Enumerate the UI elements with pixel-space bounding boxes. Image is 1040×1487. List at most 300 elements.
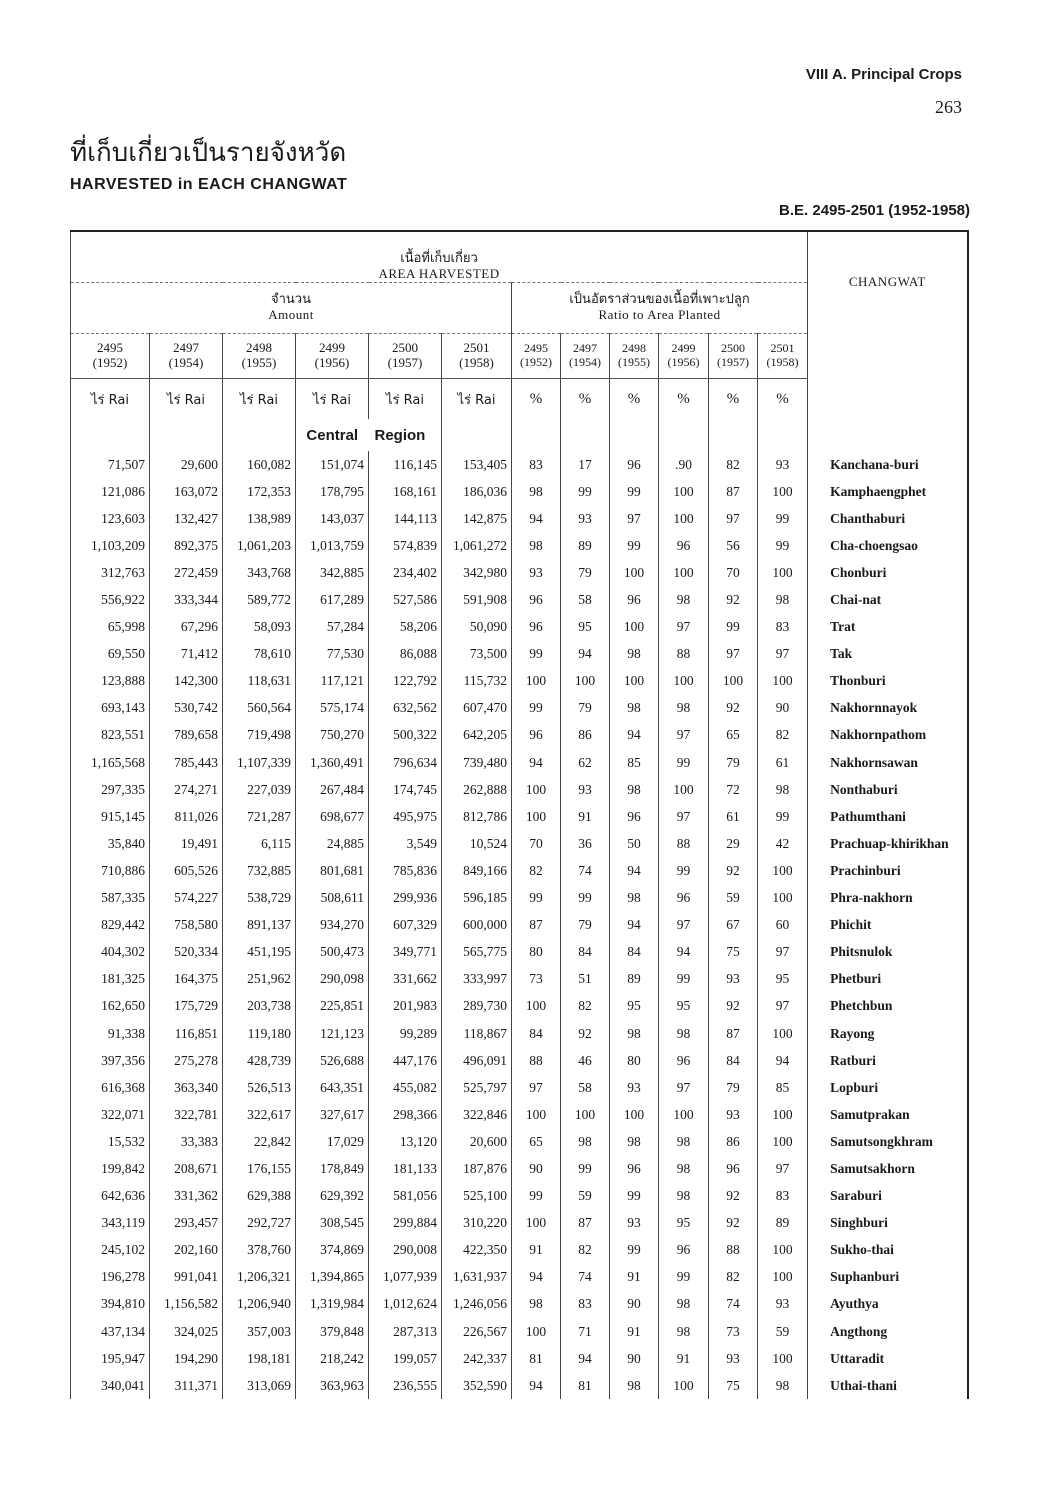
year-be: 2498 xyxy=(622,341,646,356)
amount-cell: 196,278 xyxy=(71,1264,150,1291)
amount-cell: 50,090 xyxy=(442,614,512,641)
amount-cell: 1,103,209 xyxy=(71,532,150,559)
changwat-name: Lopburi xyxy=(808,1074,968,1101)
amount-cell: 176,155 xyxy=(223,1155,296,1182)
amount-cell: 186,036 xyxy=(442,478,512,505)
amount-cell: 437,134 xyxy=(71,1318,150,1345)
table-row xyxy=(71,1074,968,1101)
amount-cell: 322,617 xyxy=(223,1101,296,1128)
changwat-name: Phitsnulok xyxy=(808,939,968,966)
amount-cell: 642,205 xyxy=(442,722,512,749)
changwat-name: Phetchbun xyxy=(808,993,968,1020)
table-row xyxy=(71,1291,968,1318)
ratio-cell: 98 xyxy=(659,1318,709,1345)
ratio-cell: 93 xyxy=(610,1210,659,1237)
ratio-cell: 99 xyxy=(561,885,610,912)
ratio-cell: 92 xyxy=(709,1210,758,1237)
table-row xyxy=(71,641,968,668)
ratio-cell: 99 xyxy=(610,1183,659,1210)
ratio-cell: 97 xyxy=(709,505,758,532)
ratio-cell: 96 xyxy=(659,532,709,559)
amount-cell: 721,287 xyxy=(223,803,296,830)
year-be: 2501 xyxy=(770,341,795,356)
changwat-name: Suphanburi xyxy=(808,1264,968,1291)
amount-cell: 119,180 xyxy=(223,1020,296,1047)
amount-cell: 144,113 xyxy=(369,505,442,532)
ratio-year-header xyxy=(512,334,561,379)
ratio-cell: 93 xyxy=(758,1291,808,1318)
amount-cell: 600,000 xyxy=(442,912,512,939)
amount-cell: 363,340 xyxy=(150,1074,223,1101)
ratio-unit: % xyxy=(512,379,561,420)
changwat-name: Phra-nakhorn xyxy=(808,885,968,912)
table-row xyxy=(71,532,968,559)
ratio-cell: 100 xyxy=(659,478,709,505)
page-number: 263 xyxy=(935,97,962,117)
ratio-cell: 94 xyxy=(512,505,561,532)
amount-cell: 299,884 xyxy=(369,1210,442,1237)
amount-cell: 394,810 xyxy=(71,1291,150,1318)
unit-row xyxy=(71,379,968,420)
ratio-cell: 92 xyxy=(709,993,758,1020)
amount-cell: 379,848 xyxy=(296,1318,369,1345)
ratio-cell: 100 xyxy=(512,803,561,830)
amount-cell: 322,846 xyxy=(442,1101,512,1128)
ratio-cell: 100 xyxy=(561,1101,610,1128)
amount-cell: 86,088 xyxy=(369,641,442,668)
ratio-cell: 90 xyxy=(610,1345,659,1372)
ratio-cell: 93 xyxy=(561,776,610,803)
amount-cell: 525,797 xyxy=(442,1074,512,1101)
ratio-year-header xyxy=(659,334,709,379)
amount-cell: 151,074 xyxy=(296,451,369,478)
amount-th: จำนวน xyxy=(271,292,311,308)
ratio-cell: 83 xyxy=(758,614,808,641)
ratio-cell: 94 xyxy=(758,1047,808,1074)
ratio-cell: 83 xyxy=(561,1291,610,1318)
amount-cell: 607,470 xyxy=(442,695,512,722)
amount-cell: 352,590 xyxy=(442,1372,512,1399)
amount-cell: 526,688 xyxy=(296,1047,369,1074)
amount-cell: 991,041 xyxy=(150,1264,223,1291)
amount-cell: 77,530 xyxy=(296,641,369,668)
ratio-cell: 99 xyxy=(758,803,808,830)
year-ce: (1957) xyxy=(387,355,423,370)
ratio-cell: 98 xyxy=(758,776,808,803)
amount-cell: 262,888 xyxy=(442,776,512,803)
ratio-cell: 98 xyxy=(659,695,709,722)
changwat-name: Uttaradit xyxy=(808,1345,968,1372)
ratio-cell: 100 xyxy=(758,857,808,884)
ratio-cell: 97 xyxy=(659,722,709,749)
ratio-cell: 96 xyxy=(709,1155,758,1182)
ratio-cell: 88 xyxy=(659,641,709,668)
amount-cell: 693,143 xyxy=(71,695,150,722)
amount-cell: 574,227 xyxy=(150,885,223,912)
amount-cell: 121,123 xyxy=(296,1020,369,1047)
ratio-cell: 42 xyxy=(758,830,808,857)
amount-cell: 132,427 xyxy=(150,505,223,532)
ratio-cell: 91 xyxy=(512,1237,561,1264)
amount-cell: 495,975 xyxy=(369,803,442,830)
ratio-cell: 46 xyxy=(561,1047,610,1074)
ratio-cell: 61 xyxy=(709,803,758,830)
amount-cell: 574,839 xyxy=(369,532,442,559)
year-header-row xyxy=(71,334,968,379)
changwat-name: Thonburi xyxy=(808,668,968,695)
table-row xyxy=(71,939,968,966)
thai-title: ที่เก็บเกี่ยวเป็นรายจังหวัด xyxy=(70,138,347,168)
region-blank xyxy=(442,419,512,451)
ratio-cell: 100 xyxy=(512,1101,561,1128)
amount-cell: 138,989 xyxy=(223,505,296,532)
amount-cell: 343,119 xyxy=(71,1210,150,1237)
amount-cell: 447,176 xyxy=(369,1047,442,1074)
ratio-cell: 95 xyxy=(561,614,610,641)
region-row xyxy=(71,419,968,451)
amount-cell: 340,041 xyxy=(71,1372,150,1399)
ratio-cell: 95 xyxy=(659,993,709,1020)
ratio-unit: % xyxy=(610,379,659,420)
ratio-year-header xyxy=(758,334,808,379)
area-harvested-th: เนื้อที่เก็บเกี่ยว xyxy=(400,251,478,267)
changwat-name: Prachinburi xyxy=(808,857,968,884)
amount-cell: 290,008 xyxy=(369,1237,442,1264)
amount-cell: 934,270 xyxy=(296,912,369,939)
amount-cell: 142,875 xyxy=(442,505,512,532)
amount-cell: 195,947 xyxy=(71,1345,150,1372)
ratio-cell: 87 xyxy=(512,912,561,939)
ratio-cell: 81 xyxy=(561,1372,610,1399)
ratio-cell: 95 xyxy=(659,1210,709,1237)
amount-cell: 327,617 xyxy=(296,1101,369,1128)
ratio-cell: 97 xyxy=(659,1074,709,1101)
ratio-cell: 96 xyxy=(512,722,561,749)
changwat-blank xyxy=(808,379,968,420)
ratio-cell: 58 xyxy=(561,1074,610,1101)
ratio-cell: 97 xyxy=(758,993,808,1020)
ratio-cell: 98 xyxy=(512,1291,561,1318)
ratio-cell: 84 xyxy=(610,939,659,966)
table-row xyxy=(71,776,968,803)
amount-cell: 117,121 xyxy=(296,668,369,695)
amount-cell: 178,849 xyxy=(296,1155,369,1182)
ratio-cell: 94 xyxy=(512,749,561,776)
changwat-name: Phichit xyxy=(808,912,968,939)
ratio-cell: 79 xyxy=(561,912,610,939)
ratio-cell: 100 xyxy=(758,1237,808,1264)
ratio-cell: 73 xyxy=(512,966,561,993)
ratio-cell: 70 xyxy=(709,559,758,586)
ratio-cell: 98 xyxy=(561,1128,610,1155)
page-header-right xyxy=(806,66,962,118)
ratio-cell: 93 xyxy=(610,1074,659,1101)
english-title: HARVESTED in EACH CHANGWAT xyxy=(70,176,348,193)
changwat-name: Samutsongkhram xyxy=(808,1128,968,1155)
amount-cell: 322,071 xyxy=(71,1101,150,1128)
amount-cell: 596,185 xyxy=(442,885,512,912)
amount-cell: 357,003 xyxy=(223,1318,296,1345)
region-blank xyxy=(659,419,709,451)
year-be: 2498 xyxy=(246,340,272,356)
amount-unit: ไร่ Rai xyxy=(369,379,442,420)
amount-cell: 324,025 xyxy=(150,1318,223,1345)
amount-cell: 199,057 xyxy=(369,1345,442,1372)
ratio-cell: 65 xyxy=(512,1128,561,1155)
amount-cell: 374,869 xyxy=(296,1237,369,1264)
amount-cell: 526,513 xyxy=(223,1074,296,1101)
amount-cell: 605,526 xyxy=(150,857,223,884)
ratio-cell: 98 xyxy=(659,1291,709,1318)
amount-cell: 1,319,984 xyxy=(296,1291,369,1318)
amount-cell: 251,962 xyxy=(223,966,296,993)
ratio-cell: 93 xyxy=(709,966,758,993)
amount-cell: 1,206,321 xyxy=(223,1264,296,1291)
changwat-name: Chai-nat xyxy=(808,586,968,613)
ratio-cell: 97 xyxy=(758,1155,808,1182)
ratio-cell: 94 xyxy=(659,939,709,966)
amount-cell: 153,405 xyxy=(442,451,512,478)
ratio-cell: 88 xyxy=(659,830,709,857)
amount-cell: 175,729 xyxy=(150,993,223,1020)
changwat-name: Sukho-thai xyxy=(808,1237,968,1264)
ratio-cell: 98 xyxy=(758,586,808,613)
ratio-cell: 96 xyxy=(610,451,659,478)
amount-cell: 22,842 xyxy=(223,1128,296,1155)
changwat-name: Kanchana-buri xyxy=(808,451,968,478)
amount-cell: 65,998 xyxy=(71,614,150,641)
amount-cell: 115,732 xyxy=(442,668,512,695)
amount-cell: 629,388 xyxy=(223,1183,296,1210)
table-row xyxy=(71,830,968,857)
ratio-cell: 100 xyxy=(659,668,709,695)
ratio-cell: 85 xyxy=(758,1074,808,1101)
table-row xyxy=(71,1237,968,1264)
changwat-name: Tak xyxy=(808,641,968,668)
amount-cell: 642,636 xyxy=(71,1183,150,1210)
table-row xyxy=(71,1345,968,1372)
amount-cell: 236,555 xyxy=(369,1372,442,1399)
table-row xyxy=(71,993,968,1020)
ratio-cell: 94 xyxy=(610,912,659,939)
ratio-cell: 87 xyxy=(709,1020,758,1047)
ratio-cell: 79 xyxy=(709,1074,758,1101)
ratio-cell: 74 xyxy=(709,1291,758,1318)
ratio-cell: 97 xyxy=(758,939,808,966)
ratio-cell: 100 xyxy=(659,776,709,803)
ratio-cell: 98 xyxy=(512,478,561,505)
ratio-cell: 96 xyxy=(512,614,561,641)
table-row xyxy=(71,966,968,993)
amount-cell: 849,166 xyxy=(442,857,512,884)
ratio-cell: 98 xyxy=(659,1128,709,1155)
amount-cell: 1,631,937 xyxy=(442,1264,512,1291)
amount-cell: 1,012,624 xyxy=(369,1291,442,1318)
ratio-cell: 95 xyxy=(758,966,808,993)
region-blank xyxy=(71,419,150,451)
ratio-cell: 99 xyxy=(512,1183,561,1210)
amount-cell: 732,885 xyxy=(223,857,296,884)
amount-cell: 632,562 xyxy=(369,695,442,722)
amount-cell: 225,851 xyxy=(296,993,369,1020)
ratio-cell: 92 xyxy=(709,586,758,613)
amount-cell: 310,220 xyxy=(442,1210,512,1237)
amount-cell: 58,093 xyxy=(223,614,296,641)
amount-cell: 525,100 xyxy=(442,1183,512,1210)
ratio-cell: 100 xyxy=(561,668,610,695)
ratio-cell: 94 xyxy=(610,722,659,749)
amount-unit: ไร่ Rai xyxy=(442,379,512,420)
amount-cell: 342,980 xyxy=(442,559,512,586)
year-ce: (1952) xyxy=(92,355,128,370)
amount-cell: 565,775 xyxy=(442,939,512,966)
amount-cell: 322,781 xyxy=(150,1101,223,1128)
table-row xyxy=(71,857,968,884)
area-harvested-header xyxy=(71,231,808,283)
changwat-name: Saraburi xyxy=(808,1183,968,1210)
ratio-cell: 100 xyxy=(512,1318,561,1345)
ratio-cell: 96 xyxy=(610,586,659,613)
table-row xyxy=(71,1101,968,1128)
amount-cell: 29,600 xyxy=(150,451,223,478)
amount-cell: 587,335 xyxy=(71,885,150,912)
amount-cell: 308,545 xyxy=(296,1210,369,1237)
amount-cell: 538,729 xyxy=(223,885,296,912)
amount-cell: 342,885 xyxy=(296,559,369,586)
ratio-cell: 98 xyxy=(610,885,659,912)
amount-cell: 267,484 xyxy=(296,776,369,803)
amount-en: Amount xyxy=(268,307,314,322)
amount-cell: 331,362 xyxy=(150,1183,223,1210)
amount-cell: 591,908 xyxy=(442,586,512,613)
ratio-cell: 74 xyxy=(561,857,610,884)
region-blank xyxy=(223,419,296,451)
changwat-name: Nakhornsawan xyxy=(808,749,968,776)
ratio-cell: 92 xyxy=(709,695,758,722)
changwat-name: Nakhornnayok xyxy=(808,695,968,722)
amount-cell: 829,442 xyxy=(71,912,150,939)
table-row xyxy=(71,749,968,776)
amount-cell: 78,610 xyxy=(223,641,296,668)
changwat-name: Ratburi xyxy=(808,1047,968,1074)
amount-cell: 1,061,272 xyxy=(442,532,512,559)
amount-cell: 6,115 xyxy=(223,830,296,857)
table-row xyxy=(71,1318,968,1345)
ratio-cell: 100 xyxy=(758,1345,808,1372)
changwat-blank xyxy=(808,419,968,451)
ratio-cell: 99 xyxy=(610,478,659,505)
changwat-name: Chanthaburi xyxy=(808,505,968,532)
ratio-cell: 93 xyxy=(561,505,610,532)
amount-cell: 118,631 xyxy=(223,668,296,695)
year-be: 2500 xyxy=(721,341,745,356)
ratio-cell: 97 xyxy=(659,614,709,641)
changwat-name: Uthai-thani xyxy=(808,1372,968,1399)
ratio-cell: 100 xyxy=(610,559,659,586)
region-word-central: Central xyxy=(296,419,369,451)
amount-cell: 17,029 xyxy=(296,1128,369,1155)
ratio-cell: 99 xyxy=(758,505,808,532)
amount-cell: 199,842 xyxy=(71,1155,150,1182)
region-blank xyxy=(709,419,758,451)
table-row xyxy=(71,505,968,532)
year-ce: (1956) xyxy=(667,355,700,369)
amount-cell: 520,334 xyxy=(150,939,223,966)
amount-cell: 275,278 xyxy=(150,1047,223,1074)
ratio-cell: 72 xyxy=(709,776,758,803)
table-row xyxy=(71,695,968,722)
amount-cell: 118,867 xyxy=(442,1020,512,1047)
changwat-name: Samutprakan xyxy=(808,1101,968,1128)
ratio-cell: 59 xyxy=(758,1318,808,1345)
changwat-header xyxy=(808,231,968,334)
changwat-name: Angthong xyxy=(808,1318,968,1345)
amount-cell: 892,375 xyxy=(150,532,223,559)
amount-cell: 99,289 xyxy=(369,1020,442,1047)
amount-cell: 1,107,339 xyxy=(223,749,296,776)
region-blank xyxy=(512,419,561,451)
amount-cell: 698,677 xyxy=(296,803,369,830)
ratio-cell: 97 xyxy=(659,803,709,830)
ratio-cell: 51 xyxy=(561,966,610,993)
ratio-cell: 91 xyxy=(561,803,610,830)
amount-cell: 560,564 xyxy=(223,695,296,722)
amount-cell: 122,792 xyxy=(369,668,442,695)
amount-cell: 428,739 xyxy=(223,1047,296,1074)
amount-cell: 287,313 xyxy=(369,1318,442,1345)
amount-header xyxy=(71,283,512,334)
amount-cell: 607,329 xyxy=(369,912,442,939)
year-ce: (1958) xyxy=(766,355,799,369)
changwat-name: Ayuthya xyxy=(808,1291,968,1318)
amount-cell: 178,795 xyxy=(296,478,369,505)
ratio-unit: % xyxy=(758,379,808,420)
amount-cell: 363,963 xyxy=(296,1372,369,1399)
ratio-unit: % xyxy=(709,379,758,420)
ratio-cell: 93 xyxy=(512,559,561,586)
ratio-cell: 99 xyxy=(512,885,561,912)
amount-cell: 202,160 xyxy=(150,1237,223,1264)
amount-cell: 19,491 xyxy=(150,830,223,857)
amount-cell: 298,366 xyxy=(369,1101,442,1128)
ratio-cell: 82 xyxy=(561,993,610,1020)
ratio-cell: 99 xyxy=(659,966,709,993)
ratio-cell: 100 xyxy=(758,885,808,912)
ratio-cell: 98 xyxy=(758,1372,808,1399)
changwat-name: Chonburi xyxy=(808,559,968,586)
ratio-cell: 73 xyxy=(709,1318,758,1345)
ratio-cell: 61 xyxy=(758,749,808,776)
amount-cell: 710,886 xyxy=(71,857,150,884)
amount-cell: 201,983 xyxy=(369,993,442,1020)
amount-cell: 181,133 xyxy=(369,1155,442,1182)
changwat-label: CHANGWAT xyxy=(848,274,926,290)
amount-cell: 172,353 xyxy=(223,478,296,505)
ratio-cell: 99 xyxy=(610,532,659,559)
amount-cell: 527,586 xyxy=(369,586,442,613)
year-be: 2495 xyxy=(524,341,548,356)
amount-cell: 422,350 xyxy=(442,1237,512,1264)
amount-cell: 1,061,203 xyxy=(223,532,296,559)
changwat-name: Phetburi xyxy=(808,966,968,993)
ratio-cell: 99 xyxy=(561,1155,610,1182)
amount-cell: 589,772 xyxy=(223,586,296,613)
table-row xyxy=(71,1155,968,1182)
changwat-name: Rayong xyxy=(808,1020,968,1047)
year-be: 2501 xyxy=(463,340,490,356)
ratio-cell: 83 xyxy=(512,451,561,478)
amount-cell: 242,337 xyxy=(442,1345,512,1372)
